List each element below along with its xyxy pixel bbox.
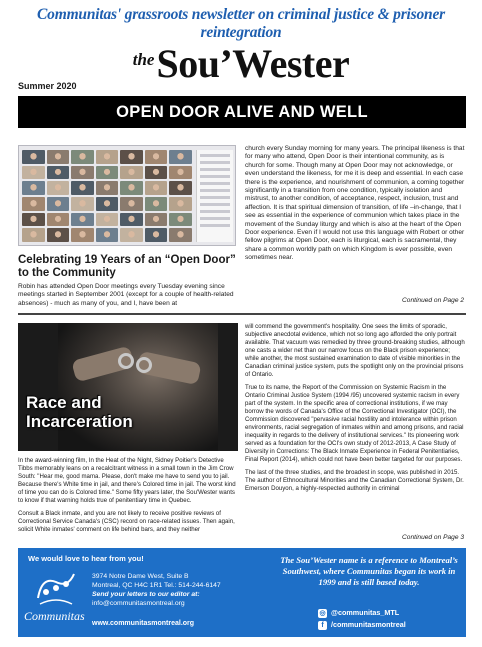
video-tile xyxy=(96,228,119,242)
video-tile xyxy=(169,181,192,195)
video-tile xyxy=(169,213,192,227)
handcuff-icon xyxy=(118,353,134,369)
address-line2: Montreal, QC H4C 1R1 Tel.: 514-244-6147 xyxy=(92,582,221,589)
instagram-handle: @communitas_MTL xyxy=(331,608,400,617)
video-tile xyxy=(22,181,45,195)
editor-email-link[interactable]: info@communitasmontreal.org xyxy=(92,600,185,607)
video-tile xyxy=(22,213,45,227)
video-tiles-grid xyxy=(22,150,192,242)
facebook-icon: f xyxy=(318,621,327,630)
video-tile xyxy=(71,166,94,180)
article2-title-line2: Incarceration xyxy=(26,412,133,431)
video-tile xyxy=(96,197,119,211)
section-divider xyxy=(18,313,466,315)
send-letters-label: Send your letters to our editor at: xyxy=(92,591,200,598)
article2-continued-label: Continued on Page 3 xyxy=(402,534,464,541)
video-tile xyxy=(22,228,45,242)
instagram-icon: ◎ xyxy=(319,609,326,617)
video-tile xyxy=(71,228,94,242)
article2-right-column xyxy=(245,323,465,498)
handcuffs-photo xyxy=(18,323,238,451)
video-tile xyxy=(96,213,119,227)
article2-paragraph: True to its name, the Report of the Commission on Systemic Racism in the Ontario Criminal Justice System (1994 /95) uncovered systemic racism in every part of the system. In the specific area of correctional institutions, if we may borrow the words of Canada's Office of the Correctional Investigator (OCI), the Commission discovered "pervasive racial hostility and intolerance within prison environments, racial segregation of inmates within and among prisons, and racial inequality in regards to the delivery of institutional services." Its pioneering work served as a foundation for the OCI's own study of 2012-2013, A Case Study of Diversity in Corrections: The Black Inmate Experience in Federal Penitentiaries, Final Report (2014), which could not have been better targeted for our purposes. xyxy=(245,384,464,463)
masthead-the: the xyxy=(132,50,155,69)
video-tile xyxy=(47,228,70,242)
article2-title-line1: Race and xyxy=(26,393,102,412)
participants-panel xyxy=(196,150,233,242)
video-tile xyxy=(47,166,70,180)
video-tile xyxy=(120,213,143,227)
video-tile xyxy=(71,213,94,227)
article1-continued-label: Continued on Page 2 xyxy=(402,297,464,304)
article2-paragraph: In the award-winning film, In the Heat of the Night, Sidney Poitier's Detective Tibbs memorably leans on a recalcitrant witness in a small town in the Jim Crow South: "Hear me, good mama. Please, don't make me have to send you to jail. Because there's White time in jail, and there's Colored time in jail. The worst kind of time you can do is Colored time." Some fifty years later, the Sou'Wester wants to know if that warning holds true of penitentiary time in Quebec. xyxy=(18,457,236,504)
article1-continued-text: church every Sunday morning for many years. The principal likeness is that for many who attend, Open Door is their intentional community, as is church for some. Though many at Open Door may not acknowledge, or even understand the likeness, for me it is deep and essential. In each case there is the experience, and nourishment of communion, a coming together significantly in a transition from one condition, typically isolation and mistrust, to another condition, of acceptance, respect, inclusion, trust and affection. It is that spiritual dimension of transition, of life –in-change, that I see as essential in the experience of communion which takes place in the movement of the Sunday liturgy and which is also at the heart of the Open Door experience. Even if I would not use this language with Robert or other fellow pilgrims at Open Door, each is liturgical, each is sacramental, they share a common worldly path on which Kingdom is ever possible, even sometimes near. xyxy=(245,145,465,262)
video-tile xyxy=(71,197,94,211)
facebook-link[interactable] xyxy=(318,620,406,630)
video-tile xyxy=(47,213,70,227)
masthead xyxy=(0,40,482,87)
facebook-handle: /communitasmontreal xyxy=(331,620,406,629)
lead-headline-banner: OPEN DOOR ALIVE AND WELL xyxy=(18,96,466,128)
logo-text: Communitas xyxy=(24,609,85,623)
video-tile xyxy=(145,213,168,227)
video-tile xyxy=(169,228,192,242)
footer-heading: We would love to hear from you! xyxy=(28,554,144,563)
video-tile xyxy=(145,166,168,180)
video-tile xyxy=(96,181,119,195)
website-link[interactable]: www.communitasmontreal.org xyxy=(92,620,195,627)
video-tile xyxy=(120,150,143,164)
video-tile xyxy=(120,166,143,180)
video-tile xyxy=(96,166,119,180)
article2-photo-title xyxy=(26,393,133,431)
article1-lede: Robin has attended Open Door meetings every Tuesday evening since meetings started in September 2001 (except for a couple of health-related absences) - much as many of you, and I, have been at xyxy=(18,283,234,307)
masthead-name: Sou’Wester xyxy=(156,41,350,86)
video-tile xyxy=(71,181,94,195)
video-tile xyxy=(96,150,119,164)
video-tile xyxy=(145,150,168,164)
newsletter-tagline: Communitas' grassroots newsletter on criminal justice & prisoner reintegration xyxy=(37,6,445,41)
name-reference-note: The Sou’Wester name is a reference to Montreal’s Southwest, where Communitas began its work in 1999 and is still based today. xyxy=(280,555,458,587)
article2-left-column xyxy=(18,457,238,539)
article2-paragraph: will commend the government's hospitality. One sees the limits of sporadic, subjective anecdotal evidence, which not so long ago afforded the only portrait available. That vacuum was remedied by three ground-breaking studies, although one casts a wider net than our narrow focus on the Black prison experience; while another, the most sustained examination to date of visible minorities in the Canadian criminal justice system, puts the spotlight only on the provincial prisons of Ontario. xyxy=(245,323,465,378)
video-tile xyxy=(120,181,143,195)
article2-paragraph: The last of the three studies, and the broadest in scope, was published in 2015. The author of Ethnocultural Minorities and the Canadian Correctional System, Dr. Emerson Douyon, a highly-respected authority in criminal xyxy=(245,469,464,492)
video-tile xyxy=(169,197,192,211)
video-tile xyxy=(145,228,168,242)
video-tile xyxy=(145,197,168,211)
address-line1: 3974 Notre Dame West, Suite B xyxy=(92,573,189,580)
article2-paragraph: Consult a Black inmate, and you are not likely to receive positive reviews of Correctional Service Canada's (CSC) record on race-related issues. Then again, solicit White inmates' comment on life behind bars, and they neither xyxy=(18,510,235,533)
video-tile xyxy=(22,197,45,211)
video-tile xyxy=(145,181,168,195)
communitas-logo-icon xyxy=(32,568,80,608)
video-tile xyxy=(120,197,143,211)
video-tile xyxy=(47,197,70,211)
video-tile xyxy=(169,166,192,180)
contact-footer xyxy=(18,548,466,637)
video-tile xyxy=(71,150,94,164)
video-tile xyxy=(120,228,143,242)
video-tile xyxy=(169,150,192,164)
video-tile xyxy=(22,166,45,180)
video-tile xyxy=(47,181,70,195)
article1-headline: Celebrating 19 Years of an “Open Door” to the Community xyxy=(18,254,236,279)
issue-date: Summer 2020 xyxy=(18,81,77,91)
instagram-link[interactable] xyxy=(318,608,399,618)
video-tile xyxy=(22,150,45,164)
video-tile xyxy=(47,150,70,164)
zoom-meeting-photo xyxy=(18,145,236,246)
